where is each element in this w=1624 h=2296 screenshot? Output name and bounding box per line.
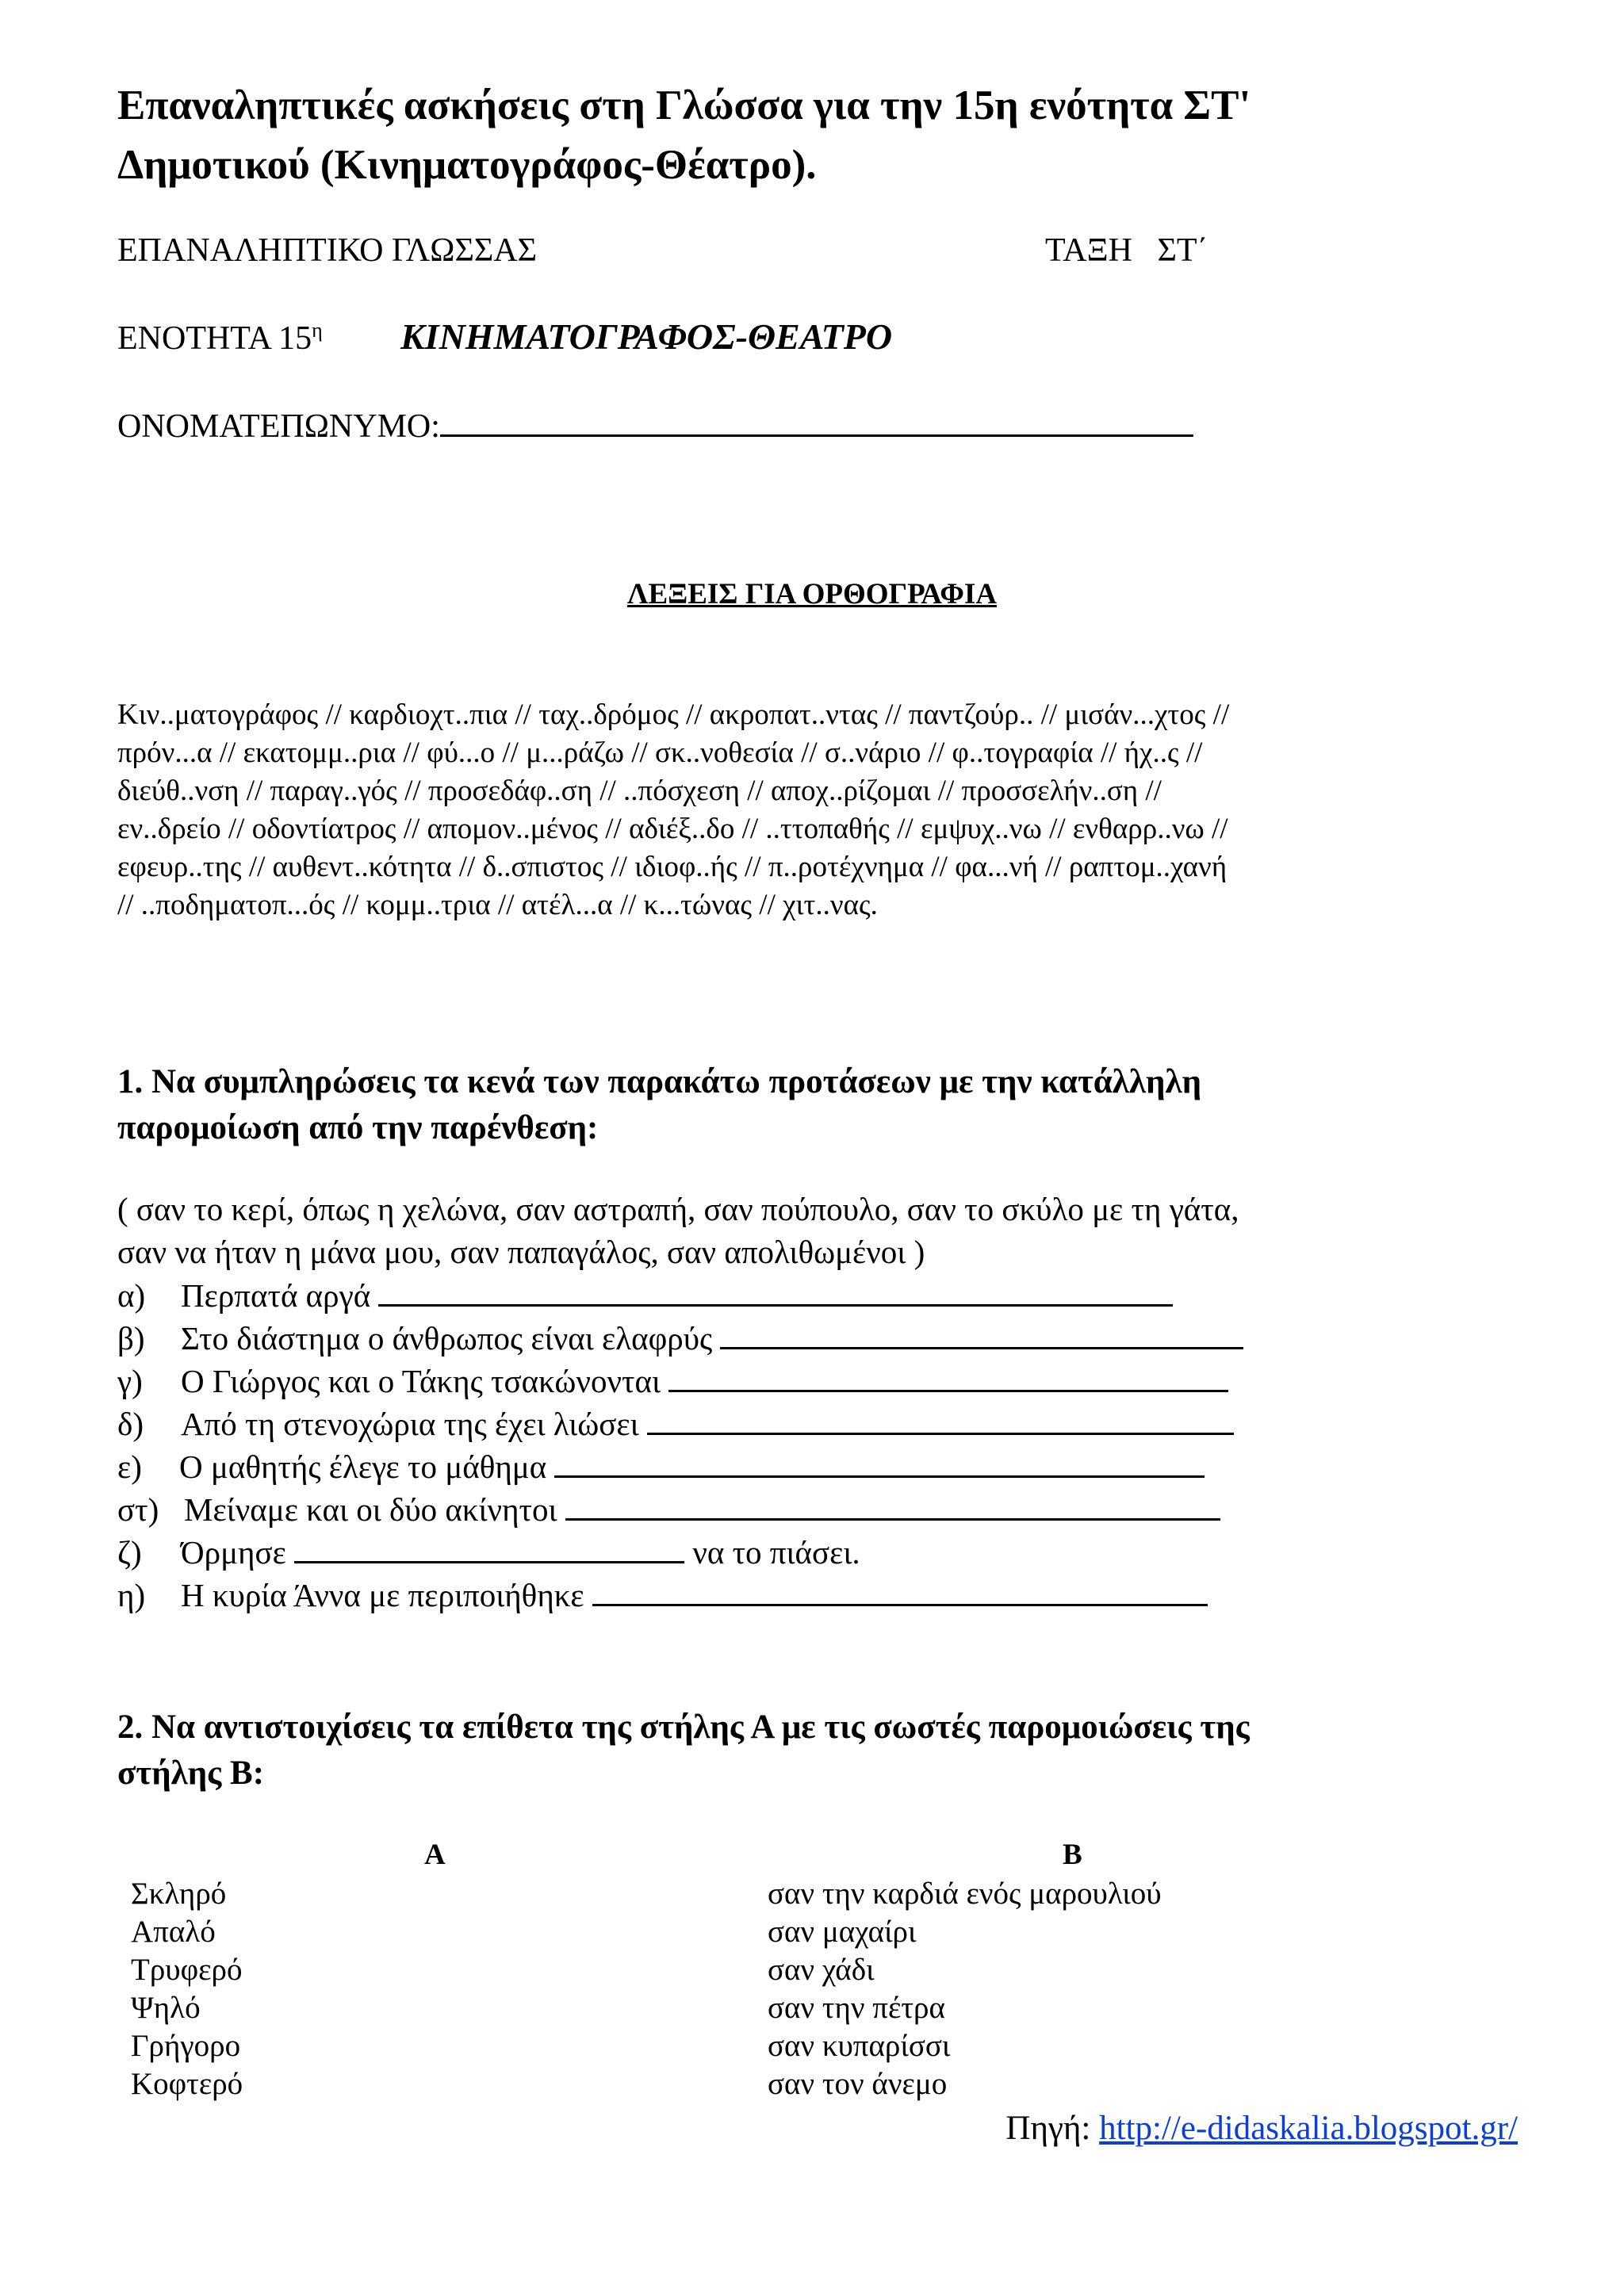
spelling-line: πρόν...α // εκατομμ..ρια // φύ...ο // μ...ράζω // σκ..νοθεσία // σ..νάριο // φ..τογραφία // ήχ..ς // [117,737,1203,769]
source-label: Πηγή: [1005,2110,1091,2147]
unit-label: ΕΝΟΤΗΤΑ $15^\eta$ [117,319,323,357]
column-a-item: Τρυφερό [131,1953,243,1987]
name-row [117,408,1193,446]
column-a-header: Α [424,1839,446,1871]
exercise2-title: 2. Να αντιστοιχίσεις τα επίθετα της στήλης Α με τις σωστές παρομοιώσεις της στήλης Β: [117,1709,1250,1792]
exercise1-item-d: δ) Από τη στενοχώρια της έχει λιώσει [117,1405,1234,1443]
column-a-item: Σκληρό [131,1877,227,1911]
column-a-item: Ψηλό [131,1991,201,2025]
spelling-title: ΛΕΞΕΙΣ ΓΙΑ ΟΡΘΟΓΡΑΦΙΑ [626,578,998,610]
title-line-2: Δημοτικού (Κινηματογράφος-Θέατρο). [117,142,817,188]
exercise1-item-a: α) Περπατά αργά [117,1276,1173,1314]
spelling-line: εφευρ..της // αυθεντ..κότητα // δ..σπιστος // ιδιοφ..ής // π..ροτέχνημα // φα...νή // ραπτομ..χανή [117,851,1228,883]
exercise1-item-h: η) Η κυρία Άννα με περιποιήθηκε [117,1576,1208,1614]
column-b-item: σαν χάδι [768,1953,875,1987]
column-a-item: Γρήγορο [131,2029,241,2063]
source-link[interactable]: http://e-didaskalia.blogspot.gr/ [1099,2110,1518,2147]
unit-superscript: η [312,319,323,342]
class-value: ΣΤ΄ [1157,232,1208,269]
source-note [1005,2109,1518,2148]
answer-blank[interactable] [592,1580,1208,1606]
answer-blank[interactable] [554,1452,1205,1478]
exercise1-item-z: ζ) Όρμησε να το πιάσει. [117,1534,860,1571]
name-label: ΟΝΟΜΑΤΕΠΩΝΥΜΟ: [117,408,440,445]
column-a-item: Απαλό [131,1915,216,1949]
exercise1-title: 1. Να συμπληρώσεις τα κενά των παρακάτω προτάσεων με την κατάλληλη παρομοίωση από την παρένθεση: [117,1063,1201,1146]
column-b-header: Β [1063,1839,1082,1871]
column-b-item: σαν τον άνεμο [768,2067,948,2101]
column-a-item: Κοφτερό [131,2067,243,2101]
column-b-item: σαν την πέτρα [768,1991,945,2025]
answer-blank[interactable] [720,1323,1243,1349]
exercise1-item-st: στ) Μείναμε και οι δύο ακίνητοι [117,1490,1220,1529]
answer-blank[interactable] [565,1494,1220,1521]
column-b-item: σαν κυπαρίσσι [768,2029,951,2063]
class-label: ΤΑΞΗ [1045,232,1132,269]
exercise1-item-b: β) Στο διάστημα ο άνθρωπος είναι ελαφρύς [117,1319,1243,1357]
exercise1-item-e: ε) Ο μαθητής έλεγε το μάθημα [117,1448,1205,1486]
exercise1-item-c: γ) Ο Γιώργος και ο Τάκης τσακώνονται [117,1362,1228,1400]
subject-label: ΕΠΑΝΑΛΗΠΤΙΚΟ ΓΛΩΣΣΑΣ [117,232,538,269]
title-line-1: Επαναληπτικές ασκήσεις στη Γλώσσα για την 15η ενότητα ΣΤ' [117,82,1251,128]
spelling-line: // ..ποδηματοπ...ός // κομμ..τρια // ατέλ...α // κ...τώνας // χιτ..νας. [117,889,878,921]
column-b-item: σαν μαχαίρι [768,1915,917,1949]
answer-blank[interactable] [668,1366,1228,1392]
class-info [1045,232,1208,270]
spelling-line: διεύθ..νση // παραγ..γός // προσεδάφ..ση // ..πόσχεση // αποχ..ρίζομαι // προσσελήν..ση // [117,775,1162,807]
exercise1-options: ( σαν το κερί, όπως η χελώνα, σαν αστραπή, σαν πούπουλο, σαν το σκύλο με τη γάτα, σαν να ήταν η μάνα μου, σαν παπαγάλος, σαν απολιθωμένοι ) [117,1191,1239,1270]
answer-blank[interactable] [647,1409,1234,1435]
answer-blank[interactable] [294,1537,684,1563]
column-b-item: σαν την καρδιά ενός μαρουλιού [768,1877,1162,1911]
name-blank-line[interactable] [440,408,1193,437]
spelling-words [117,696,1513,924]
spelling-line: Κιν..ματογράφος // καρδιοχτ..πια // ταχ..δρόμος // ακροπατ..ντας // παντζούρ.. // μισάν...χτος // [117,698,1230,731]
unit-name: ΚΙΝΗΜΑΤΟΓΡΑΦΟΣ-ΘΕΑΤΡΟ [400,316,893,357]
answer-blank[interactable] [378,1280,1173,1307]
spelling-line: εν..δρείο // οδοντίατρος // απομον..μένος // αδιέξ..δο // ..ττοπαθής // εμψυχ..νω // ενθαρρ..νω // [117,813,1228,845]
document-title [117,76,1545,195]
